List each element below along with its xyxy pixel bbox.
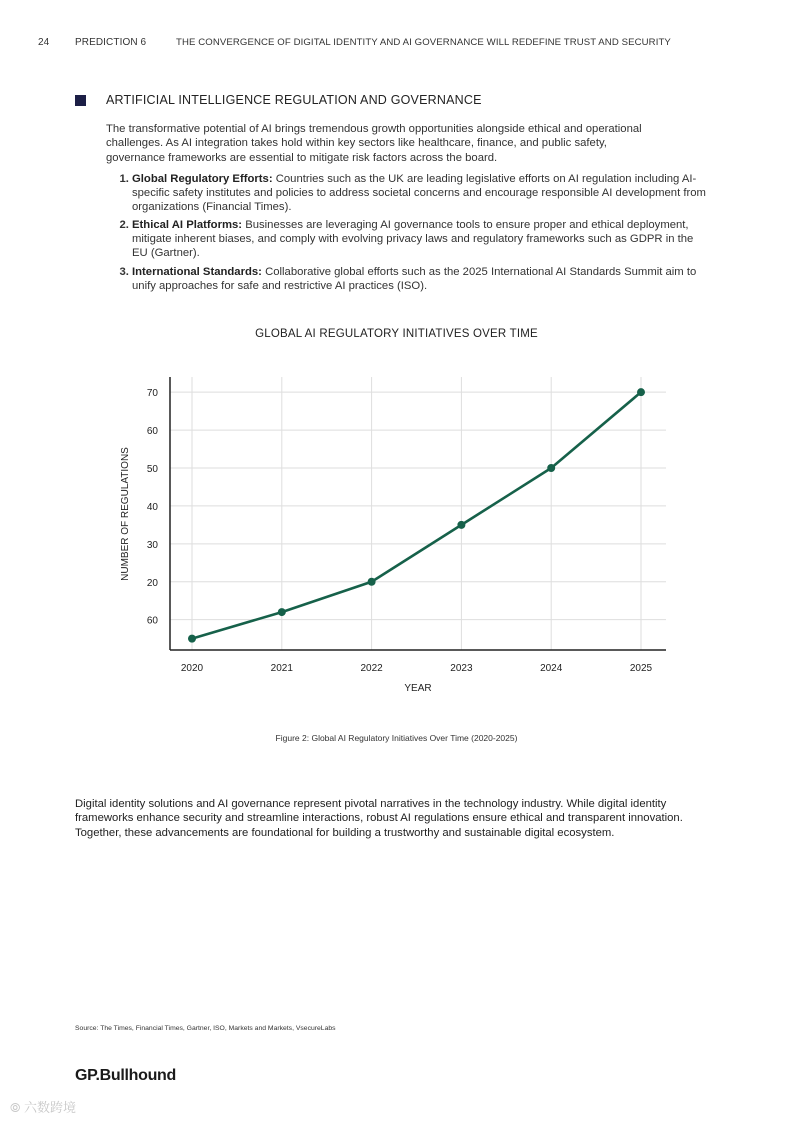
chart-grid (170, 377, 666, 650)
point-title: International Standards: (132, 265, 262, 278)
intro-paragraph: The transformative potential of AI brings tremendous growth opportunities alongside ethical and operational challenges. As AI integration takes hold within key sectors like healthcare, finance, and public safety, governance frameworks are essential to mitigate risk factors across the board. (106, 123, 642, 164)
data-point (368, 578, 376, 586)
point-text: Businesses are leveraging AI governance tools to ensure proper and ethical deployment, mitigate inherent biases, and comply with evolving privacy laws and regulatory frameworks such as GDPR in the EU (Gartner). (132, 219, 694, 259)
x-tick-labels (181, 663, 653, 674)
x-axis-label: YEAR (404, 683, 432, 694)
x-tick-label: 2022 (360, 663, 383, 674)
y-tick-label: 60 (146, 426, 158, 438)
watermark-icon: ⦾ (10, 1100, 25, 1115)
point-text: Countries such as the UK are leading legislative efforts on AI regulation including AI-specific safety institutes and policies to address societal concerns and encourage responsible AI development from organizations (Financial Times). (132, 173, 706, 213)
point-text: Collaborative global efforts such as the 2025 International AI Standards Summit aim to unify approaches for safe and restrictive AI practices (ISO). (132, 265, 697, 292)
y-tick-labels (147, 388, 159, 627)
data-point (637, 388, 645, 396)
point-title: Ethical AI Platforms: (132, 219, 243, 232)
header-title: THE CONVERGENCE OF DIGITAL IDENTITY AND AI GOVERNANCE WILL REDEFINE TRUST AND SECURITY (176, 37, 671, 48)
chart-series (188, 388, 645, 642)
series-line (192, 392, 641, 638)
x-tick-label: 2023 (450, 663, 473, 674)
x-tick-label: 2024 (540, 663, 563, 674)
closing-paragraph: Digital identity solutions and AI governance represent pivotal narratives in the technology industry. While digital identity frameworks enhance security and streamline interactions, robust AI regulations ensure ethical and transparent innovation. Together, these advancements are foundational for building a trustworthy and sustainable digital ecosystem. (75, 798, 683, 839)
y-tick-label: 40 (146, 501, 158, 513)
y-axis-label: NUMBER OF REGULATIONS (120, 447, 131, 581)
y-tick-label: 30 (146, 539, 158, 551)
page-number: 24 (38, 37, 50, 48)
figure-caption: Figure 2: Global AI Regulatory Initiatives Over Time (2020-2025) (275, 733, 518, 743)
source-note: Source: The Times, Financial Times, Gartner, ISO, Markets and Markets, VsecureLabs (75, 1025, 336, 1032)
data-point (278, 608, 286, 616)
company-logo: GP.Bullhound (75, 1067, 176, 1084)
header-section: PREDICTION 6 (75, 37, 147, 48)
y-tick-label: 50 (146, 464, 158, 475)
y-tick-label: 20 (146, 577, 158, 589)
data-point (457, 521, 465, 529)
x-tick-label: 2020 (180, 663, 204, 674)
data-point (188, 635, 196, 643)
chart-title: GLOBAL AI REGULATORY INITIATIVES OVER TIME (255, 328, 538, 340)
watermark-text: 六数跨境 (24, 1100, 77, 1115)
data-point (547, 464, 555, 472)
section-title: ARTIFICIAL INTELLIGENCE REGULATION AND GOVERNANCE (106, 93, 482, 107)
y-tick-label: 70 (146, 388, 158, 400)
x-tick-label: 2021 (270, 663, 293, 674)
y-tick-label: 60 (146, 615, 158, 627)
watermark (10, 1097, 76, 1116)
point-title: Global Regulatory Efforts: (132, 173, 273, 185)
x-tick-label: 2025 (629, 663, 653, 674)
